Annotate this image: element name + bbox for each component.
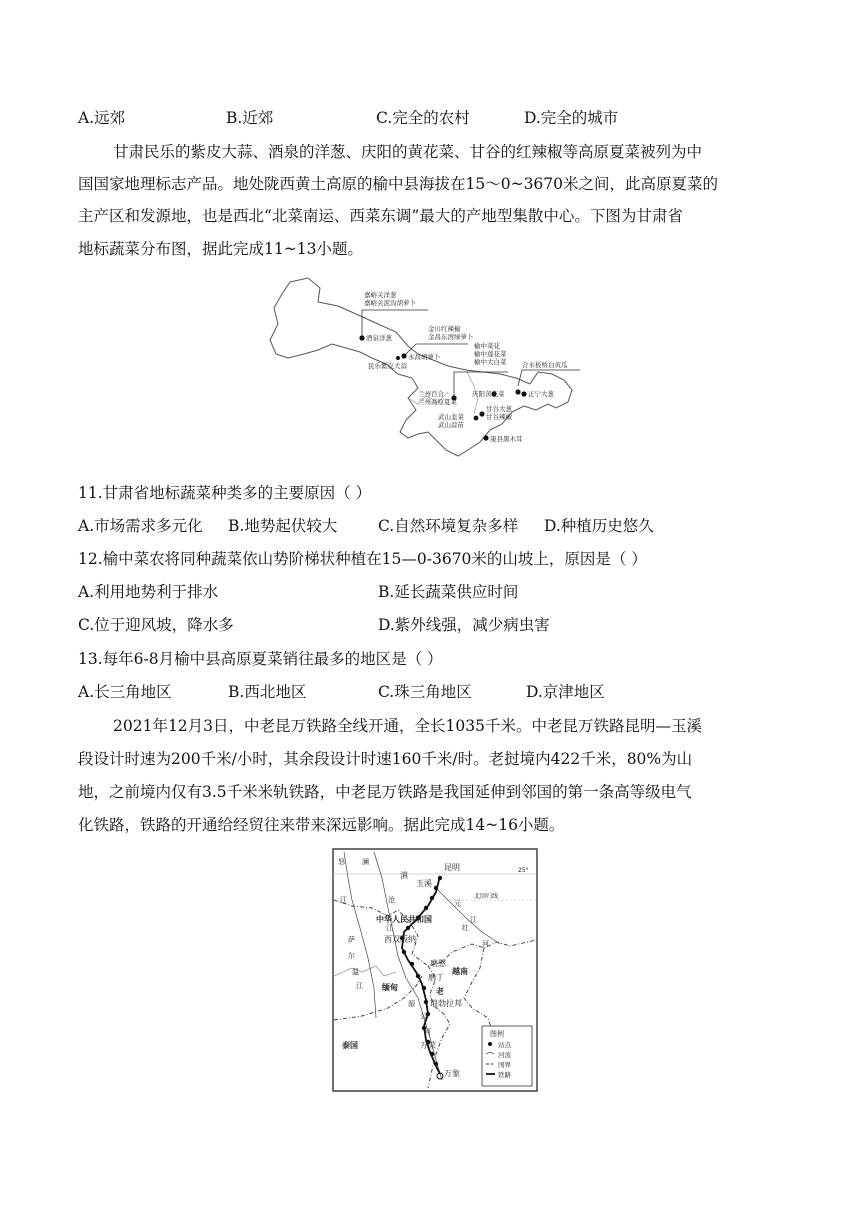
passage2-line-4: 化铁路，铁路的开通给经贸往来带来深远影响。据此完成14~16小题。 — [78, 816, 565, 834]
svg-text:河: 河 — [482, 940, 489, 948]
svg-text:铁路: 铁路 — [498, 1071, 511, 1079]
svg-text:江: 江 — [386, 924, 393, 932]
svg-text:武山韭菜: 武山韭菜 — [438, 413, 464, 421]
gansu-vegetable-map — [268, 274, 588, 460]
svg-text:康县黑木耳: 康县黑木耳 — [490, 435, 523, 443]
svg-text:公: 公 — [420, 1012, 427, 1020]
svg-text:老: 老 — [436, 987, 444, 996]
svg-text:金川红辣椒: 金川红辣椒 — [428, 325, 461, 333]
option-a: A.远郊 — [78, 109, 126, 127]
svg-text:榆中莲花菜: 榆中莲花菜 — [474, 350, 507, 358]
svg-text:越南: 越南 — [452, 967, 468, 976]
option-d: D.完全的城市 — [524, 109, 619, 127]
svg-text:琅勃拉邦: 琅勃拉邦 — [430, 999, 462, 1008]
svg-text:民乐紫皮大蒜: 民乐紫皮大蒜 — [368, 362, 407, 370]
svg-text:万象: 万象 — [444, 1069, 460, 1078]
svg-text:缅甸: 缅甸 — [382, 983, 398, 992]
q13-stem: 13.每年6-8月榆中县高原夏菜销往最多的地区是（ ） — [78, 650, 443, 668]
svg-text:兰州百合: 兰州百合 — [418, 390, 444, 398]
passage2-line-1: 2021年12月3日，中老昆万铁路全线开通，全长1035千米。中老昆万铁路昆明—玉溪 — [113, 717, 702, 735]
svg-text:西双版纳: 西双版纳 — [384, 935, 416, 944]
svg-text:湄: 湄 — [408, 1000, 415, 1008]
svg-text:嘉峪关泥沟胡萝卜: 嘉峪关泥沟胡萝卜 — [364, 299, 416, 307]
passage2-line-3: 地，之前境内仅有3.5千米米轨铁路，中老昆万铁路是我国延伸到邻国的第一条高等级电气 — [78, 783, 692, 801]
heshui-dot — [515, 389, 520, 394]
option-a: A.市场需求多元化 — [78, 517, 203, 535]
svg-text:怒: 怒 — [338, 858, 345, 866]
station-dots — [400, 876, 442, 1066]
passage1-line-4: 地标蔬菜分布图，据此完成11~13小题。 — [78, 240, 363, 258]
svg-text:中华人民共和国: 中华人民共和国 — [376, 915, 432, 924]
passage1-line-3: 主产区和发源地，也是西北“北菜南运、西菜东调”最大的产地型集散中心。下图为甘肃省 — [78, 207, 683, 225]
svg-text:榆中菜花: 榆中菜花 — [474, 342, 500, 350]
svg-text:武山蒜苗: 武山蒜苗 — [438, 421, 464, 429]
svg-text:沧: 沧 — [388, 896, 395, 904]
svg-text:金昌东湾绿萝卜: 金昌东湾绿萝卜 — [428, 333, 474, 341]
option-d: D.紫外线强，减少病虫害 — [378, 616, 550, 634]
q12-options-row2 — [78, 613, 550, 635]
option-b: B.西北地区 — [228, 683, 307, 701]
china-laos-railway-map — [332, 848, 538, 1092]
q12-stem: 12.榆中菜农将同种蔬菜依山势阶梯状种植在15—0-3670米的山坡上，原因是（ ） — [78, 550, 647, 568]
svg-text:澜: 澜 — [362, 858, 369, 866]
option-a: A.利用地势利于排水 — [78, 583, 219, 601]
svg-text:昆明: 昆明 — [444, 863, 460, 872]
q13-options — [78, 680, 605, 702]
svg-text:榆中大白菜: 榆中大白菜 — [474, 358, 507, 366]
passage1-line-1: 甘肃民乐的紫皮大蒜、酒泉的洋葱、庆阳的黄花菜、甘谷的红辣椒等高原夏菜被列为中 — [113, 143, 703, 161]
map-legend — [482, 1026, 532, 1086]
svg-text:萨: 萨 — [348, 936, 355, 944]
option-a: A.长三角地区 — [78, 683, 172, 701]
river-nu — [344, 852, 376, 1018]
option-c: C.自然环境复杂多样 — [378, 517, 519, 535]
svg-text:江: 江 — [356, 982, 363, 990]
svg-text:红: 红 — [462, 924, 469, 932]
option-d: D.种植历史悠久 — [544, 517, 654, 535]
svg-text:江: 江 — [470, 916, 477, 924]
q10-options — [78, 106, 618, 128]
jiuquan-dot — [359, 335, 364, 340]
q12-options-row1 — [78, 580, 518, 602]
option-b: B.近郊 — [226, 109, 274, 127]
svg-text:国界: 国界 — [498, 1061, 511, 1069]
svg-text:万荣: 万荣 — [420, 1041, 436, 1050]
option-c: C.位于迎风坡，降水多 — [78, 616, 234, 634]
svg-text:河流: 河流 — [498, 1051, 511, 1059]
svg-text:合水板桥白黄瓜: 合水板桥白黄瓜 — [522, 361, 568, 369]
option-c: C.完全的农村 — [376, 109, 470, 127]
svg-text:永昌胡萝卜: 永昌胡萝卜 — [408, 353, 441, 361]
svg-text:河: 河 — [424, 1028, 431, 1036]
svg-text:甘谷辣椒: 甘谷辣椒 — [486, 413, 512, 421]
svg-text:北回归线: 北回归线 — [474, 893, 499, 900]
svg-text:正宁大葱: 正宁大葱 — [528, 390, 554, 398]
svg-text:江: 江 — [340, 896, 347, 904]
svg-text:兰州高原夏菜: 兰州高原夏菜 — [418, 398, 457, 406]
svg-text:嘉峪关洋葱: 嘉峪关洋葱 — [364, 291, 397, 299]
svg-text:站点: 站点 — [498, 1041, 511, 1049]
kangxian-dot — [483, 435, 488, 440]
svg-text:玉溪: 玉溪 — [416, 879, 432, 888]
gangu-dot — [479, 411, 484, 416]
svg-text:元: 元 — [454, 900, 461, 908]
svg-text:庆阳黄花菜: 庆阳黄花菜 — [472, 390, 505, 398]
option-b: B.延长蔬菜供应时间 — [378, 583, 519, 601]
svg-text:25°: 25° — [518, 867, 529, 874]
svg-text:尔: 尔 — [348, 952, 355, 960]
svg-text:图例: 图例 — [490, 1030, 504, 1038]
passage1-line-2: 国国家地理标志产品。地处陇西黄土高原的榆中县海拔在15～0~3670米之间，此高原夏菜的 — [78, 175, 719, 193]
passage2-line-2: 段设计时速为200千米/小时，其余段设计时速160千米/时。老挝境内422千米，80%为山 — [78, 750, 693, 768]
wushan-dot — [474, 416, 479, 421]
option-b: B.地势起伏较大 — [228, 517, 338, 535]
svg-text:酒泉洋葱: 酒泉洋葱 — [366, 334, 392, 342]
yongchang-dot — [401, 353, 406, 358]
q11-options — [78, 514, 654, 536]
svg-text:温: 温 — [352, 968, 359, 976]
q11-stem: 11.甘肃省地标蔬菜种类多的主要原因（ ） — [78, 484, 372, 502]
svg-text:磨丁: 磨丁 — [428, 973, 444, 982]
option-d: D.京津地区 — [526, 683, 605, 701]
border-china — [334, 900, 536, 966]
svg-text:泰国: 泰国 — [342, 1041, 358, 1050]
svg-text:磨憨: 磨憨 — [430, 959, 446, 968]
option-c: C.珠三角地区 — [378, 683, 472, 701]
svg-text:甘谷大葱: 甘谷大葱 — [486, 405, 512, 413]
svg-text:滇: 滇 — [400, 871, 408, 880]
zhengning-dot — [521, 391, 526, 396]
